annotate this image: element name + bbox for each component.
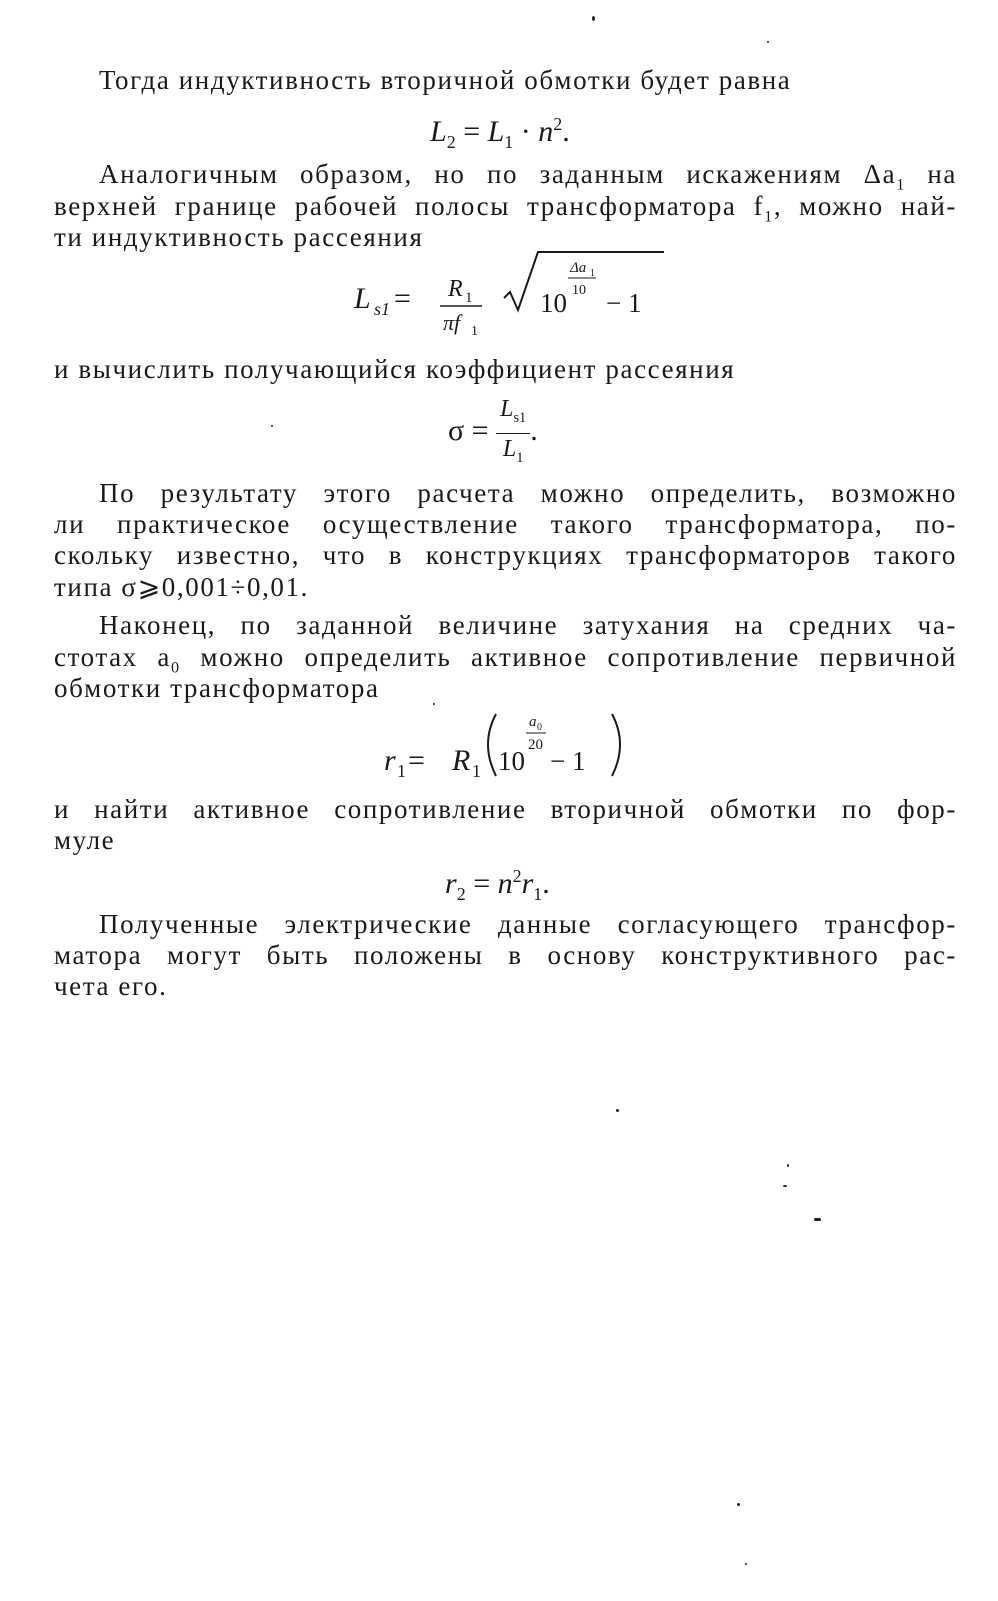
scan-speck <box>737 1503 740 1506</box>
f3-den: L <box>502 435 517 462</box>
f1-b-sup: 2 <box>553 114 563 134</box>
paragraph-7-line-3 <box>54 970 167 1002</box>
f1-lhs: L <box>430 115 447 148</box>
f5-b: r <box>521 867 534 900</box>
text: и найти активное сопротивление вторичной обмотки по фор- <box>54 794 957 824</box>
f2-lhs-L: L <box>354 282 371 315</box>
f4-lhs: r <box>384 744 396 777</box>
scan-speck <box>433 703 435 705</box>
f4-r-sub: 1 <box>472 761 481 781</box>
paragraph-4-line-2 <box>54 508 957 540</box>
paragraph-5-line-3 <box>54 672 380 704</box>
f5-b-sub: 1 <box>533 884 543 904</box>
f1-a-sub: 1 <box>504 132 514 152</box>
text: По результату этого расчета можно определить, возможно <box>99 478 957 508</box>
text: Тогда индуктивность вторичной обмотки будет равна <box>99 65 792 95</box>
f5-lhs: r <box>445 867 457 900</box>
f5-lhs-sub: 2 <box>456 884 466 904</box>
formula-sigma <box>448 394 538 473</box>
f3-num-sub: s1 <box>513 409 527 426</box>
f4-lhs-sub: 1 <box>397 761 406 781</box>
paragraph-3-line <box>54 353 735 385</box>
paragraph-6-line-2 <box>54 824 115 856</box>
f3-end: . <box>530 414 538 448</box>
f5-end: . <box>542 867 550 900</box>
formula-l2 <box>430 106 570 160</box>
text: типа σ⩾0,001÷0,01. <box>54 572 309 602</box>
text: можно определить активное сопротивление первичной <box>180 642 958 672</box>
f3-fraction <box>496 394 530 473</box>
f3-den-wrap <box>496 434 530 473</box>
f5-a-sup: 2 <box>512 866 522 886</box>
f2-lhs-sub: s1 <box>374 299 391 319</box>
text: ти индуктивность рассеяния <box>54 222 424 252</box>
f4-r: R <box>452 744 471 777</box>
paragraph-6-line-1 <box>54 793 957 825</box>
sub: 1 <box>896 175 906 194</box>
f2-eq: = <box>394 282 411 315</box>
text: верхней границе рабочей полосы трансформатора f <box>54 191 765 221</box>
text: Полученные электрические данные согласующего трансфор- <box>99 909 957 939</box>
text: чета его. <box>54 971 168 1001</box>
scan-speck <box>767 41 769 43</box>
text: ли практическое осуществление такого трансформатора, по- <box>54 509 957 539</box>
text: на <box>905 159 957 189</box>
text: , можно най- <box>773 191 957 221</box>
f2-num-sub: 1 <box>465 290 473 306</box>
f2-exp-den: 10 <box>572 283 586 298</box>
f2-base: 10 <box>540 288 567 318</box>
f1-lhs-sub: 2 <box>446 132 456 152</box>
text: муле <box>54 825 116 855</box>
f1-dot: · <box>513 115 539 148</box>
f4-exp-num-sub: 0 <box>537 722 542 733</box>
f3-den-sub: 1 <box>516 449 524 466</box>
scan-speck <box>592 16 595 21</box>
formula-ls1-svg <box>352 248 672 348</box>
sub: 1 <box>764 207 774 226</box>
f3-num-wrap <box>496 394 530 434</box>
f3-eq: = <box>464 414 497 448</box>
f2-num: R <box>448 276 463 302</box>
f4-base: 10 <box>498 746 525 776</box>
left-paren <box>488 714 496 776</box>
text: обмотки трансформатора <box>54 673 380 703</box>
f3-lhs: σ <box>448 414 465 448</box>
paragraph-4-line-1 <box>99 477 957 509</box>
right-paren <box>612 714 620 776</box>
formula-ls1 <box>352 248 672 348</box>
f4-minus: − 1 <box>550 746 586 776</box>
f2-minus: − 1 <box>606 288 642 318</box>
paragraph-5-line-1 <box>99 609 957 641</box>
text: Аналогичным образом, но по заданным искажениям Δa <box>99 159 897 189</box>
f5-eq: = <box>465 867 498 900</box>
scan-speck <box>814 1218 821 1221</box>
f2-exp-num-sub: 1 <box>590 268 595 279</box>
paragraph-1-line <box>99 64 791 96</box>
paragraph-4-line-4 <box>54 571 309 603</box>
f4-eq: = <box>408 744 425 777</box>
text: и вычислить получающийся коэффициент рассеяния <box>54 354 736 384</box>
formula-r1 <box>380 708 640 788</box>
f3-num: L <box>500 396 514 422</box>
paragraph-7-line-1 <box>99 908 957 940</box>
scan-speck <box>616 1109 619 1112</box>
text: скольку известно, что в конструкциях трансформаторов такого <box>54 540 957 570</box>
text: Наконец, по заданной величине затухания на средних ча- <box>99 610 957 640</box>
f4-exp-den: 20 <box>528 737 543 753</box>
text: стотах a <box>54 642 172 672</box>
paragraph-4-line-3 <box>54 539 957 571</box>
scan-speck <box>745 1563 747 1565</box>
formula-r2 <box>445 858 550 912</box>
f4-exp-num: a <box>529 714 537 730</box>
text: матора могут быть положены в основу конструктивного рас- <box>54 940 957 970</box>
f2-den: πf <box>443 310 461 335</box>
f5-a: n <box>497 867 513 900</box>
formula-r1-svg <box>380 708 640 788</box>
f2-exp-num: Δa <box>570 260 587 276</box>
f2-den-sub: 1 <box>471 324 478 339</box>
sub: 0 <box>171 658 181 677</box>
f1-b: n <box>538 115 554 148</box>
scan-speck <box>271 425 273 427</box>
f1-a: L <box>487 115 505 148</box>
paragraph-7-line-2 <box>54 939 957 971</box>
scan-speck <box>787 1164 789 1167</box>
f1-end: . <box>562 115 570 148</box>
f1-eq: = <box>455 115 488 148</box>
scan-speck <box>783 1185 787 1187</box>
